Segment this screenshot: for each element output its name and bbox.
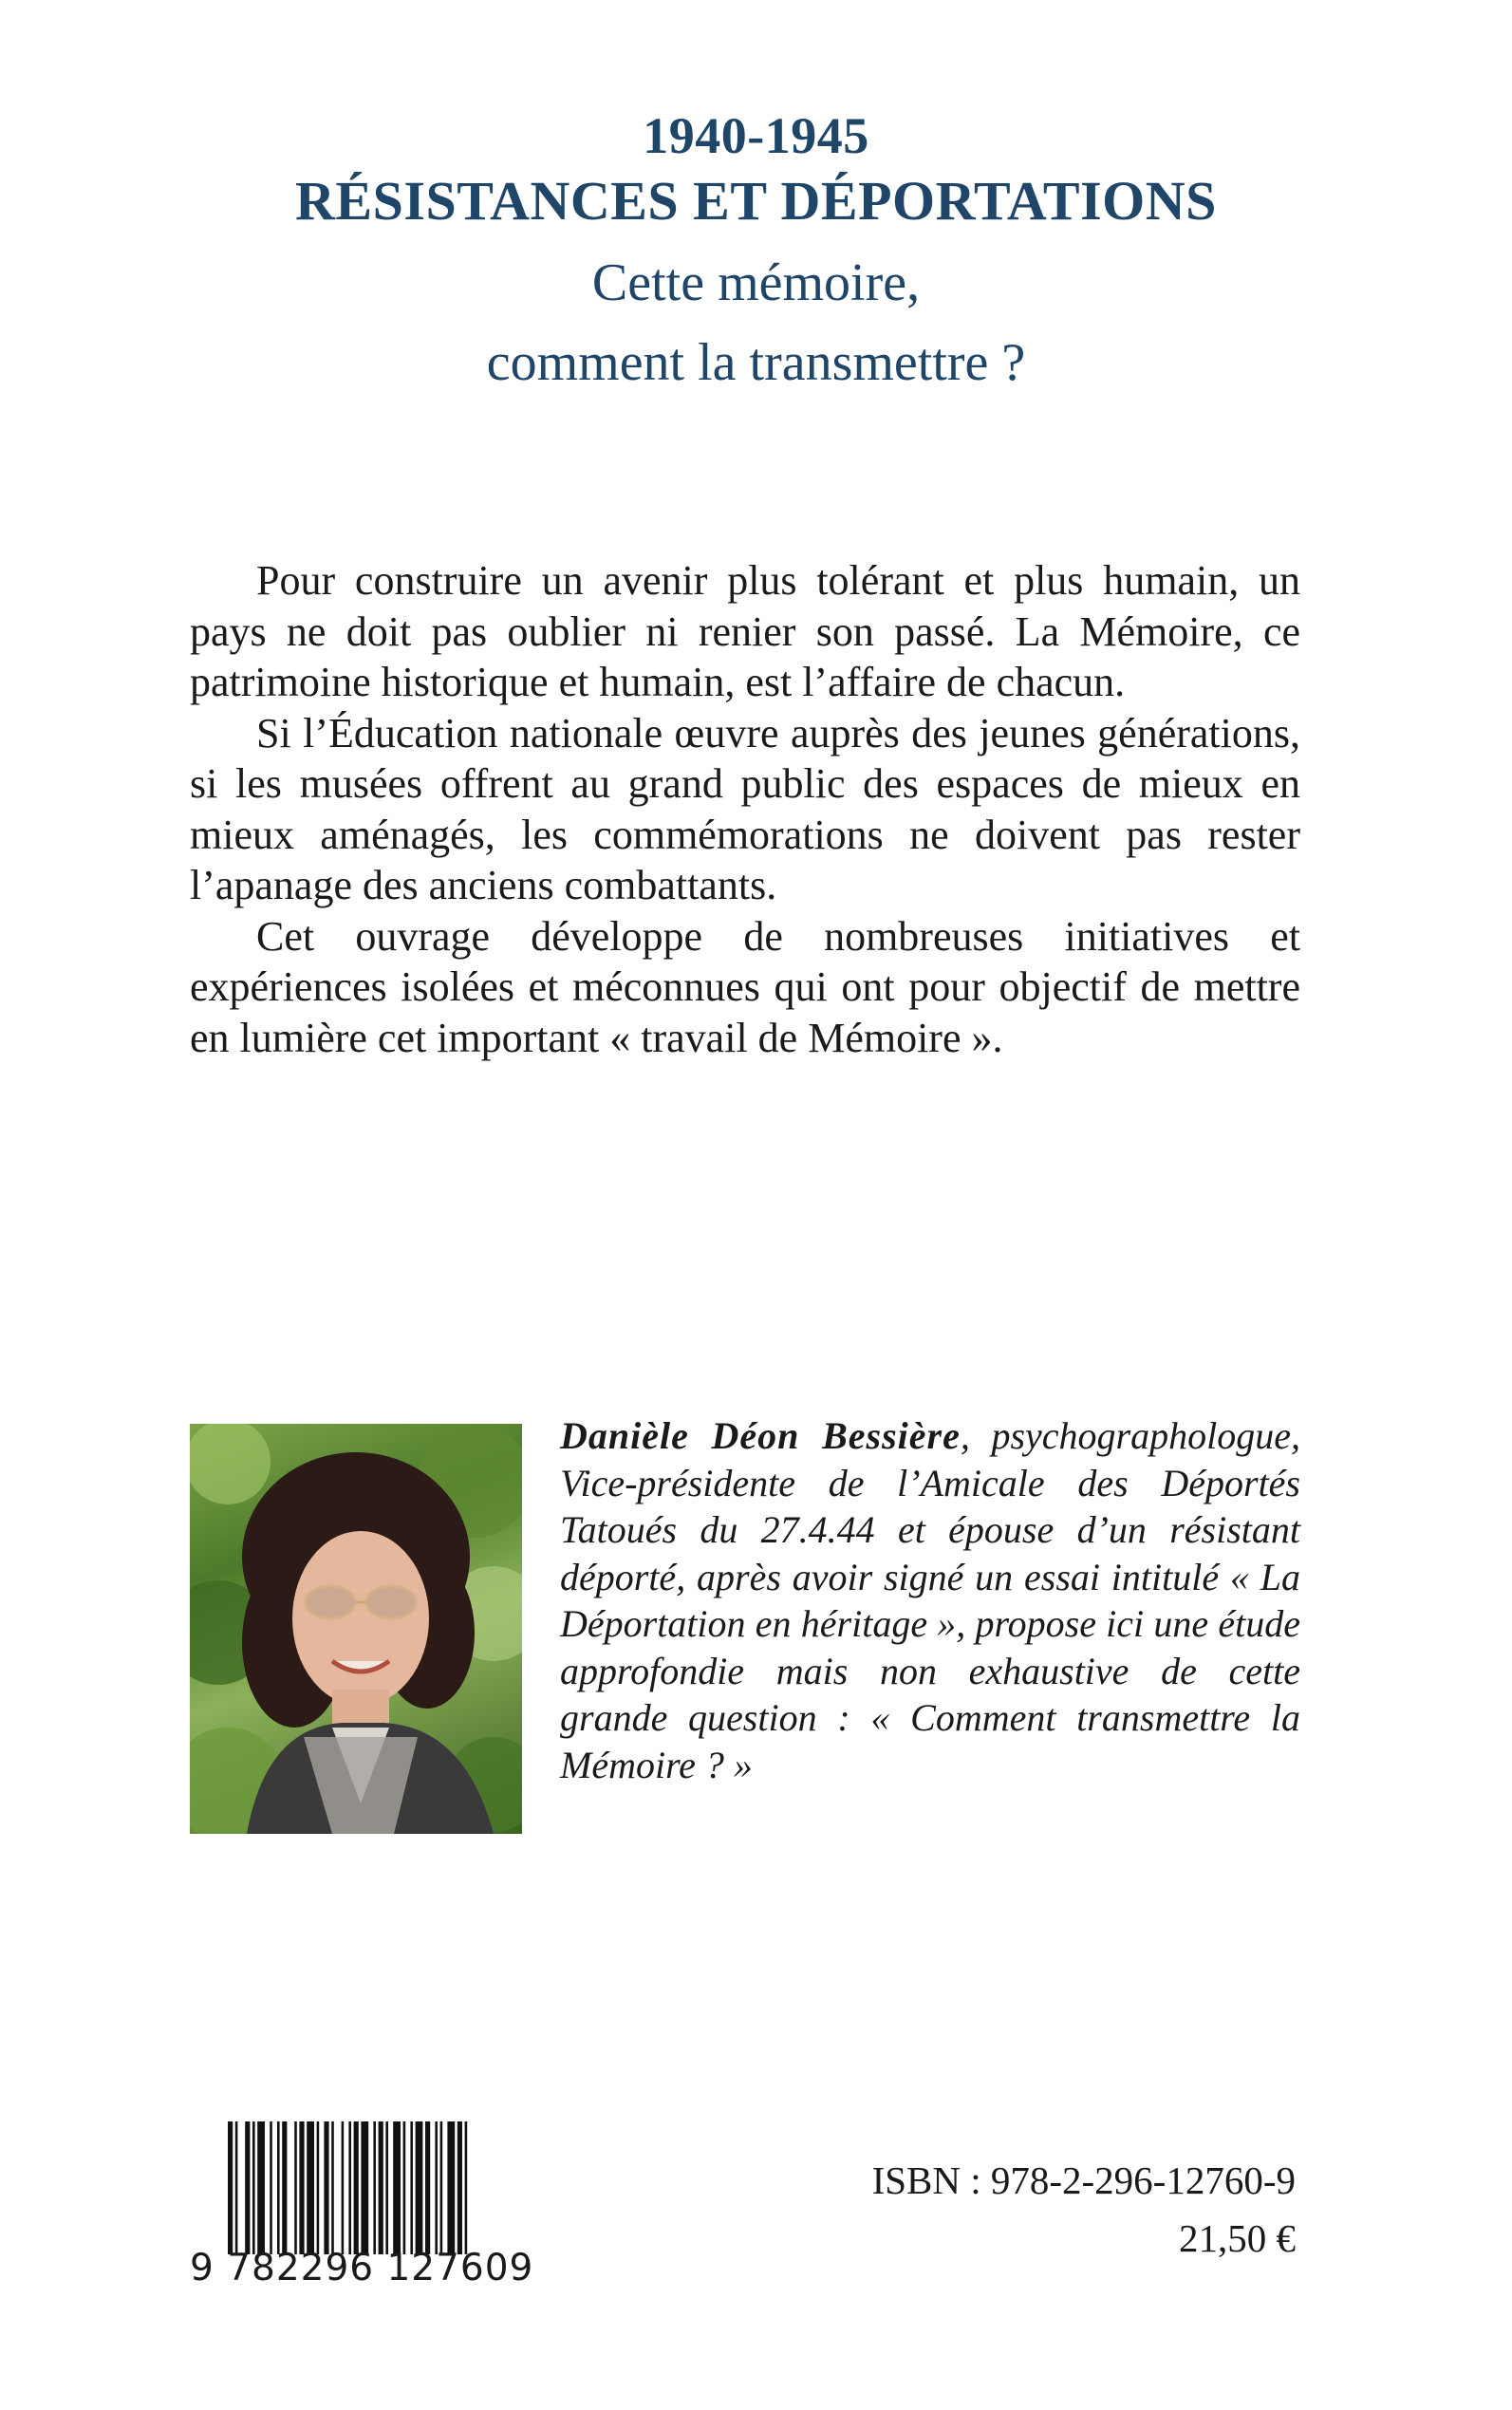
barcode-bar [435, 2121, 438, 2254]
barcode-bar [416, 2121, 423, 2254]
blurb-paragraph: Si l’Éducation nationale œuvre auprès des jeunes générations, si les musées offrent au grand public des espaces de mieux en mieux aménagés, les commémorations ne doivent pas rester l’apanage des anciens combattants. [190, 709, 1300, 908]
book-subtitle [0, 243, 1512, 402]
back-cover-blurb [190, 555, 1300, 1063]
barcode-bar [317, 2121, 320, 2254]
barcode-bar [235, 2121, 238, 2254]
barcode-bar [379, 2121, 383, 2254]
barcode-bar [228, 2121, 233, 2254]
barcode-bar [457, 2121, 462, 2254]
bio-paragraph [560, 1412, 1300, 1788]
author-bio [560, 1412, 1300, 1788]
barcode-bar [373, 2121, 376, 2254]
barcode-bar [385, 2121, 388, 2254]
barcode-bar [307, 2121, 314, 2254]
barcode-bar [447, 2121, 455, 2254]
book-title: RÉSISTANCES ET DÉPORTATIONS [295, 170, 1217, 232]
barcode-bar [425, 2121, 430, 2254]
blurb-paragraph: Pour construire un avenir plus tolérant et plus humain, un pays ne doit pas oublier ni renier son passé. La Mémoire, ce patrimoine historique et humain, est l’affaire de chacun. [190, 557, 1300, 705]
barcode-bar [465, 2121, 468, 2254]
book-dates: 1940-1945 [643, 107, 869, 164]
barcode-bar [270, 2121, 272, 2254]
barcode-bar [403, 2121, 406, 2254]
barcode-bar [348, 2121, 351, 2254]
barcode-bar [342, 2121, 345, 2254]
barcode-bar [393, 2121, 401, 2254]
cover-header [0, 104, 1512, 402]
barcode-bar [331, 2121, 334, 2254]
barcode-bar [299, 2121, 304, 2254]
barcode [190, 2121, 551, 2254]
barcode-bar [294, 2121, 297, 2254]
blurb-paragraph: Cet ouvrage développe de nombreuses initiatives et expériences isolées et méconnues qui ont pour objectif de mettre en lumière cet important « travail de Mémoire ». [190, 912, 1300, 1061]
isbn: ISBN : 978-2-296-12760-9 [871, 2158, 1296, 2202]
barcode-bar [440, 2121, 443, 2254]
subtitle-line-2: comment la transmettre ? [486, 333, 1026, 392]
barcode-bar [257, 2121, 265, 2254]
subtitle-line-1: Cette mémoire, [591, 253, 921, 312]
barcode-bar [324, 2121, 328, 2254]
barcode-bar [277, 2121, 280, 2254]
price: 21,50 € [1179, 2216, 1296, 2260]
barcode-bar [252, 2121, 255, 2254]
barcode-digits: 9 782296 127609 [190, 2247, 534, 2289]
barcode-bar [282, 2121, 287, 2254]
barcode-bar [354, 2121, 359, 2254]
barcode-bar [245, 2121, 250, 2254]
bio-text: , psychographologue, Vice-présidente de l’Amicale des Déportés Tatoués du 27.4.44 et épouse d’un résistant déporté, après avoir signé un essai intitulé « La Déportation en héritage », propose ici une étude approfondie mais non exhaustive de cette grande question : « Comment transmettre la Mémoire ? » [560, 1414, 1300, 1786]
barcode-bar [410, 2121, 413, 2254]
author-photo [190, 1424, 522, 1834]
barcode-bar [361, 2121, 368, 2254]
author-name: Danièle Déon Bessière [560, 1414, 961, 1457]
